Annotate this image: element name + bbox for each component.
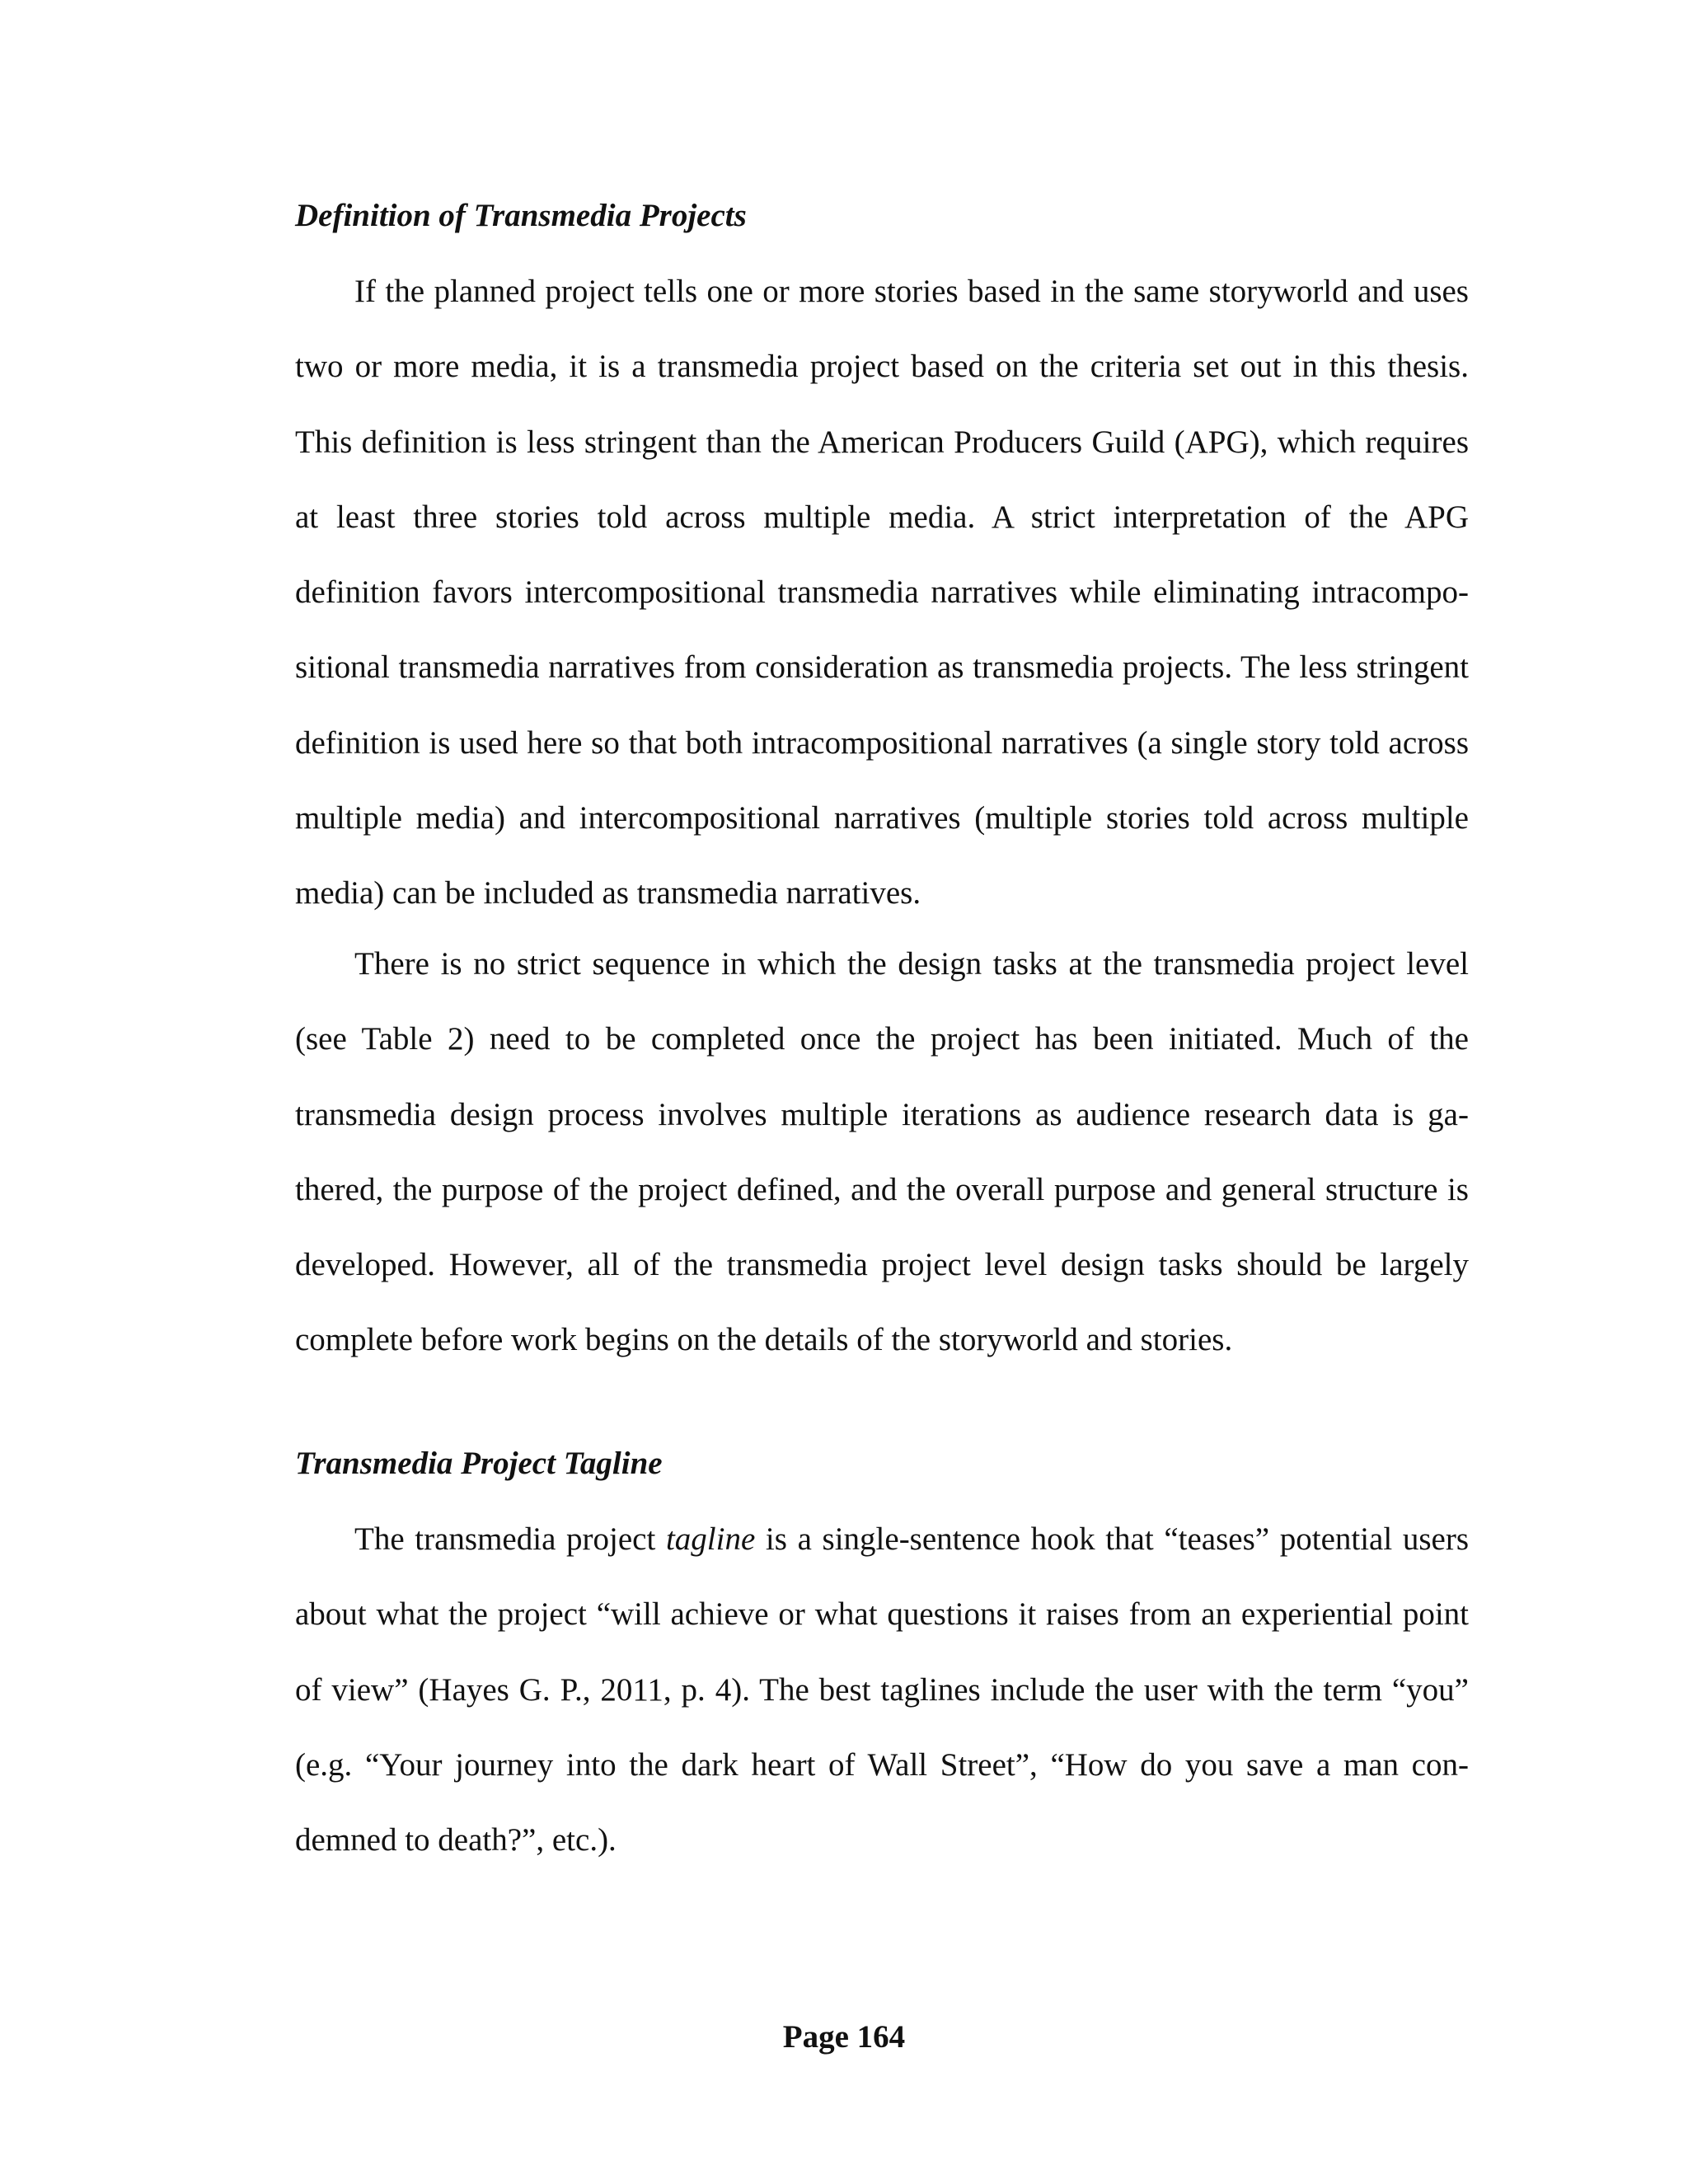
section-heading-tagline: Transmedia Project Tagline [295, 1446, 663, 1481]
tagline-text-before: The transmedia project [354, 1521, 666, 1557]
paragraph-tagline [295, 1502, 1469, 1877]
tagline-text-after: is a single-sentence hook that “teases” potential users about what the project “will achieve or what questions it raises from an experiential point of view” (Hayes G. P., 2011, p. 4). The best taglines include the user with the term “you” (e.g. “Your journey into the dark heart of Wall Street”, “How do you save a man condemned to death?”, etc.). [295, 1521, 1469, 1858]
section-heading-definition: Definition of Transmedia Projects [295, 198, 747, 233]
paragraph-design-sequence: There is no strict sequence in which the design tasks at the transmedia project level (see Table 2) need to be completed once the project has been initiated. Much of the transmedia design process involves multiple iterations as audience research data is gathered, the purpose of the project defined, and the overall purpose and general structure is developed. However, all of the transmedia project level design tasks should be largely complete before work begins on the details of the storyworld and stories. [295, 946, 1469, 1358]
tagline-term: tagline [665, 1521, 756, 1557]
page-number: Page 164 [782, 2019, 906, 2055]
paragraph-definition: If the planned project tells one or more stories based in the same storyworld and uses two or more media, it is a transmedia project based on the criteria set out in this thesis. This definition is less stringent than the American Producers Guild (APG), which requires at least three stories told across multiple media. A strict interpretation of the APG definition favors intercompositional transmedia narratives while eliminating intracompositional transmedia narratives from consideration as transmedia projects. The less stringent definition is used here so that both intracompositional narratives (a single story told across multiple media) and intercompositional narratives (multiple stories told across multiple media) can be included as transmedia narratives. [295, 274, 1469, 912]
